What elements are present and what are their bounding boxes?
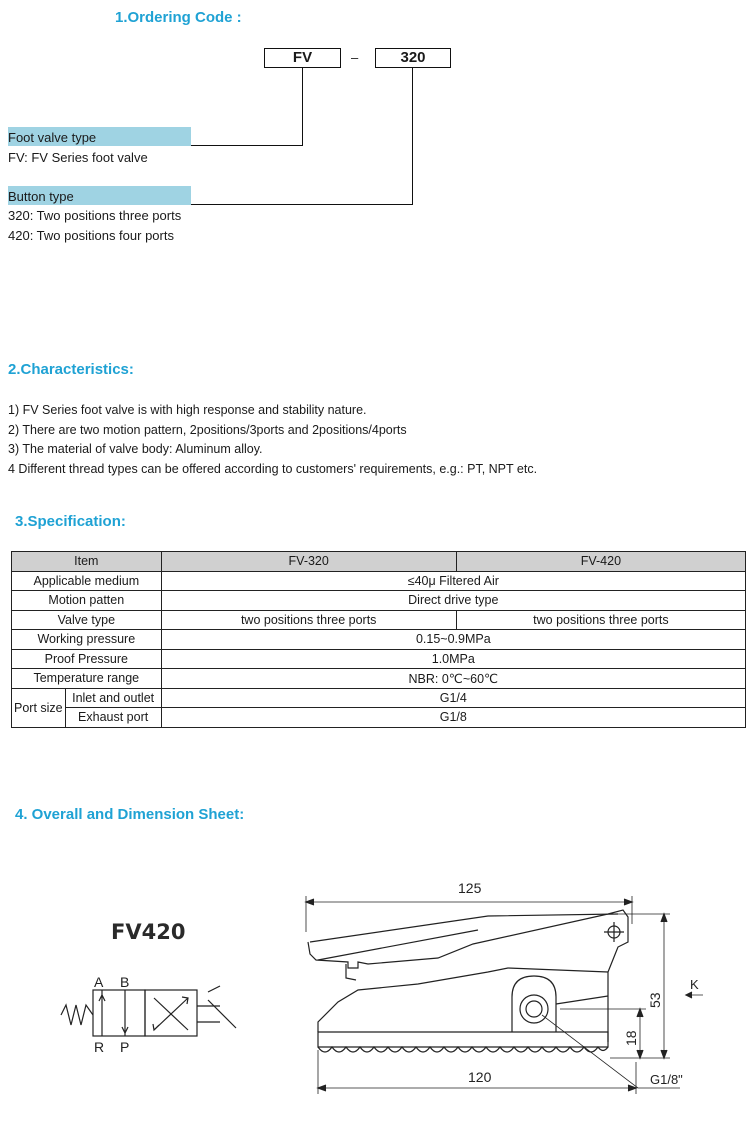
port-label-r: R [94,1039,105,1055]
characteristic-item: 3) The material of valve body: Aluminum alloy. [8,442,263,456]
row-label: Exhaust port [65,708,161,728]
connector-series-vertical [302,68,303,146]
row-label: Temperature range [12,669,162,689]
characteristic-item: 1) FV Series foot valve is with high response and stability nature. [8,403,367,417]
characteristic-item: 4 Different thread types can be offered according to customers' requirements, e.g.: PT, NPT etc. [8,461,538,476]
button-type-title: Button type [8,189,74,204]
dimension-heading: 4. Overall and Dimension Sheet: [15,806,245,823]
characteristics-list [8,401,537,479]
code-box-series: FV [264,48,341,68]
row-label: Inlet and outlet [65,688,161,708]
row-label: Motion patten [12,591,162,611]
table-row [12,688,746,708]
dimension-label-53: 53 [647,992,663,1008]
thread-label: G1/8" [650,1072,683,1087]
table-row [12,669,746,689]
dimension-label-18: 18 [623,1030,639,1046]
row-value: NBR: 0℃~60℃ [161,669,745,689]
port-hole-icon [520,995,548,1023]
row-value: 0.15~0.9MPa [161,630,745,650]
spring-icon [61,1005,93,1025]
port-label-p: P [120,1039,130,1055]
row-value: 1.0MPa [161,649,745,669]
header-fv420: FV-420 [456,552,745,572]
table-row [12,591,746,611]
code-dash: – [351,50,359,65]
ordering-code-heading: 1.Ordering Code : [115,9,242,26]
row-label: Proof Pressure [12,649,162,669]
code-box-button: 320 [375,48,451,68]
button-type-option: 320: Two positions three ports [8,208,182,223]
characteristics-heading: 2.Characteristics: [8,361,134,378]
valve-position-right [145,990,197,1036]
row-value: two positions three ports [456,610,745,630]
specification-table [11,551,746,728]
row-group-label: Port size [12,688,66,727]
table-row [12,649,746,669]
connector-button-vertical [412,68,413,205]
foot-valve-drawing [298,872,718,1107]
row-label: Working pressure [12,630,162,650]
row-value: two positions three ports [161,610,456,630]
port-label-a: A [94,974,104,990]
header-item: Item [12,552,162,572]
row-label: Applicable medium [12,571,162,591]
view-label-k: K [690,977,699,992]
table-row [12,630,746,650]
specification-heading: 3.Specification: [15,513,126,530]
row-value: ≤40μ Filtered Air [161,571,745,591]
foot-valve-type-title: Foot valve type [8,130,97,145]
table-row [12,708,746,728]
row-value: G1/8 [161,708,745,728]
button-type-option: 420: Two positions four ports [8,228,174,243]
dimension-label-120: 120 [468,1069,492,1085]
row-label: Valve type [12,610,162,630]
foot-valve-type-option: FV: FV Series foot valve [8,150,148,165]
table-header-row [12,552,746,572]
table-row [12,610,746,630]
row-value: Direct drive type [161,591,745,611]
header-fv320: FV-320 [161,552,456,572]
valve-symbol-diagram [58,970,248,1060]
dimension-label-125: 125 [458,880,482,896]
model-name: FV420 [111,920,186,944]
port-label-b: B [120,974,130,990]
characteristic-item: 2) There are two motion pattern, 2positions/3ports and 2positions/4ports [8,422,407,437]
row-value: G1/4 [161,688,745,708]
body-outline [318,968,608,1032]
table-row [12,571,746,591]
